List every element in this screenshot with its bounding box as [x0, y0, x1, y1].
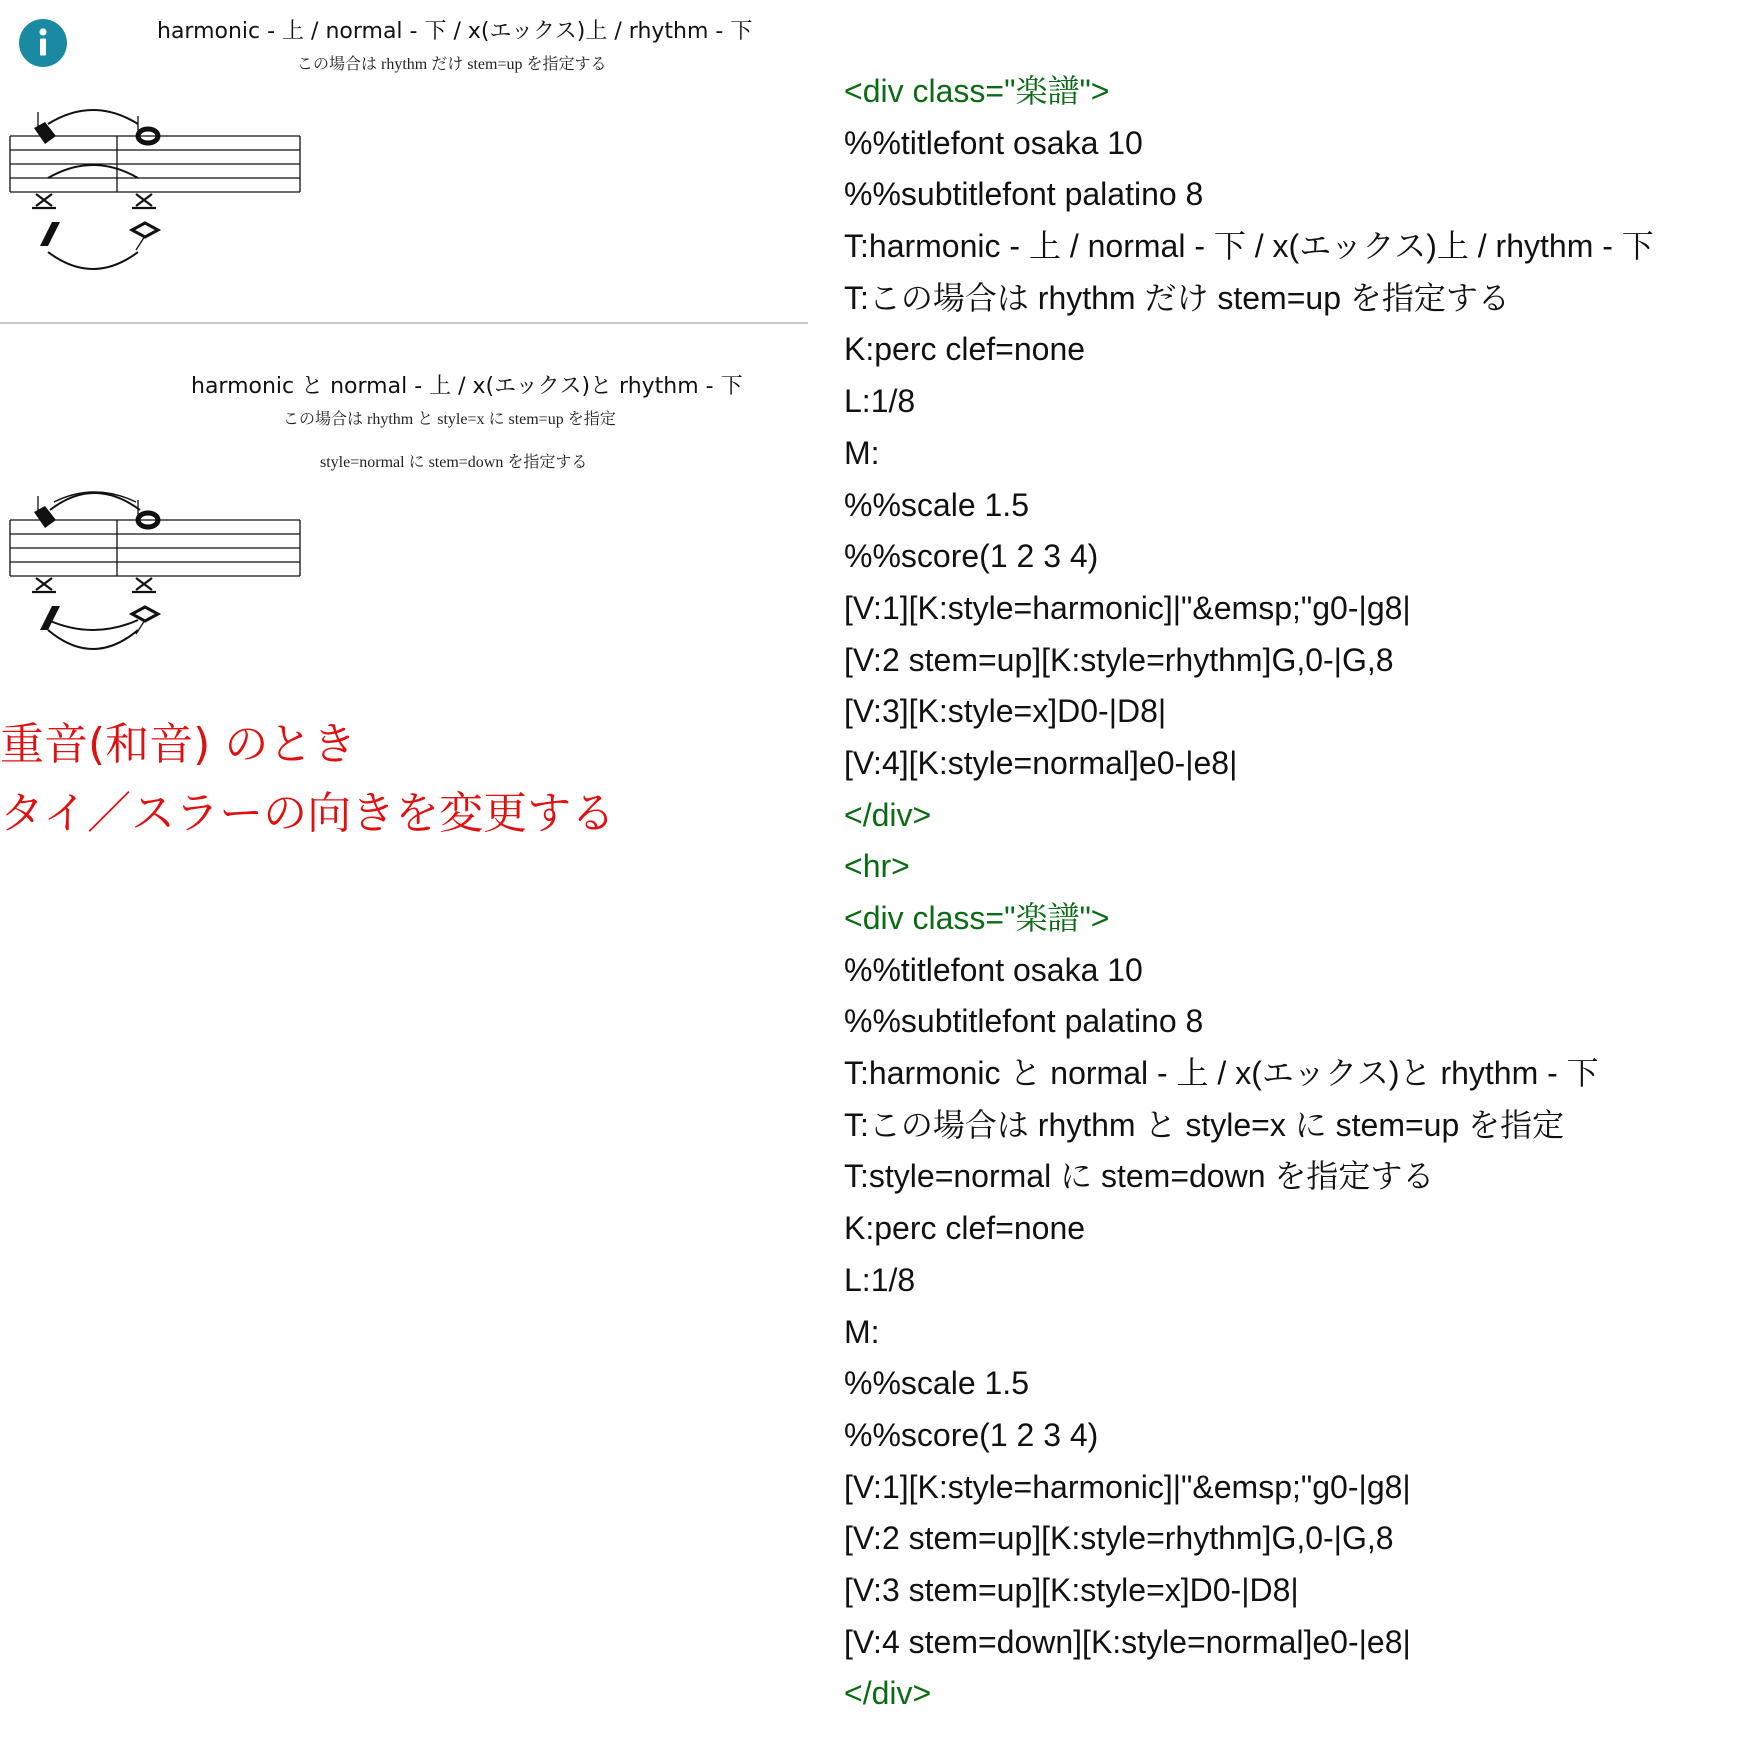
source-code-pane[interactable] [844, 66, 1734, 1736]
source-html-tag-line: <hr> [844, 848, 910, 885]
source-line: %%titlefont osaka 10 [844, 124, 1143, 161]
source-line: [V:3 stem=up][K:style=x]D0-|D8| [844, 1571, 1299, 1608]
score2-subtitle-1: この場合は rhythm と style=x に stem=up を指定 [283, 411, 616, 428]
source-line: [V:1][K:style=harmonic]|"&emsp;"g0-|g8| [844, 589, 1411, 626]
source-line: L:1/8 [844, 383, 916, 420]
source-html-tag-line: <div class="楽譜"> [844, 900, 1110, 936]
info-icon[interactable] [19, 19, 67, 67]
source-line: %%subtitlefont palatino 8 [844, 1003, 1204, 1040]
source-line: [V:4][K:style=normal]e0-|e8| [844, 744, 1238, 781]
source-line: [V:2 stem=up][K:style=rhythm]G,0-|G,8 [844, 1520, 1394, 1557]
score1-subtitle: この場合は rhythm だけ stem=up を指定する [297, 56, 607, 73]
source-line: K:perc clef=none [844, 331, 1086, 368]
source-line: [V:4 stem=down][K:style=normal]e0-|e8| [844, 1623, 1411, 1660]
source-line: [V:3][K:style=x]D0-|D8| [844, 693, 1167, 730]
source-line: M: [844, 434, 880, 471]
source-line: T:harmonic と normal - 上 / x(エックス)と rhythm - 下 [844, 1055, 1599, 1092]
source-line: K:perc clef=none [844, 1210, 1086, 1247]
source-line: %%scale 1.5 [844, 486, 1029, 523]
score-preview-pane [0, 0, 808, 1740]
source-line: L:1/8 [844, 1261, 916, 1298]
source-html-tag-line: </div> [844, 1675, 932, 1712]
source-line: %%score(1 2 3 4) [844, 1416, 1099, 1453]
source-line: [V:1][K:style=harmonic]|"&emsp;"g0-|g8| [844, 1468, 1411, 1505]
horizontal-rule [0, 322, 808, 324]
source-line: T:この場合は rhythm と style=x に stem=up を指定 [844, 1106, 1565, 1143]
score2-title: harmonic と normal - 上 / x(エックス)と rhythm - 下 [191, 374, 743, 399]
note-heading-line-2: タイ／スラーの向きを変更する [0, 788, 616, 839]
source-html-tag-line: </div> [844, 796, 932, 833]
score2-staff [8, 484, 302, 664]
source-line: %%titlefont osaka 10 [844, 951, 1143, 988]
score2-subtitle-2: style=normal に stem=down を指定する [320, 454, 588, 471]
score1-title: harmonic - 上 / normal - 下 / x(エックス)上 / rhythm - 下 [157, 19, 753, 44]
note-heading-line-1: 重音(和音) のとき [0, 719, 357, 770]
source-line: M: [844, 1313, 880, 1350]
info-glyph [19, 19, 67, 67]
source-html-tag-line: <div class="楽譜"> [844, 73, 1110, 109]
score1-staff [8, 100, 302, 280]
source-line: T:harmonic - 上 / normal - 下 / x(エックス)上 / rhythm - 下 [844, 228, 1654, 265]
source-line: %%scale 1.5 [844, 1365, 1029, 1402]
source-line: T:style=normal に stem=down を指定する [844, 1158, 1435, 1195]
source-line: T:この場合は rhythm だけ stem=up を指定する [844, 279, 1510, 316]
source-line: %%subtitlefont palatino 8 [844, 176, 1204, 213]
source-line: %%score(1 2 3 4) [844, 538, 1099, 575]
source-line: [V:2 stem=up][K:style=rhythm]G,0-|G,8 [844, 641, 1394, 678]
